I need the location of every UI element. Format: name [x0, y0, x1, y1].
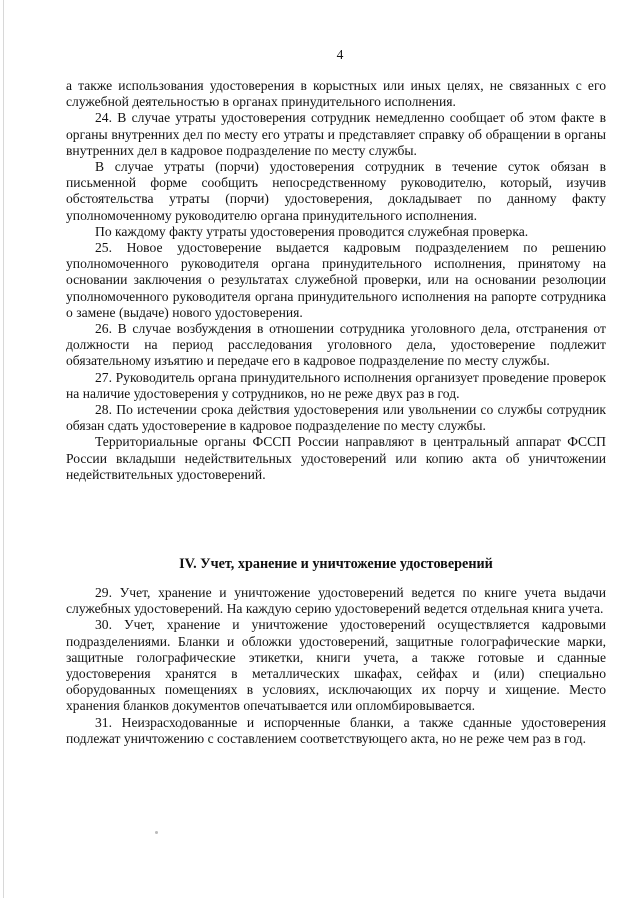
body-text-after [66, 585, 606, 747]
scan-speck [155, 831, 158, 834]
paragraph-30: 30. Учет, хранение и уничтожение удостоверений осуществляется кадровыми подразделениями. Бланки и обложки удостоверений, защитные голографические марки, защитные голографические этикетки, книги учета, а также готовые и сданные удостоверения хранятся в металлических шкафах, сейфах и (или) специально оборудованных помещениях в условиях, исключающих их порчу и хищение. Место хранения бланков документов опечатывается или опломбировывается. [66, 617, 606, 714]
paragraph-27: 27. Руководитель органа принудительного исполнения организует проведение проверок на наличие удостоверения у сотрудников, но не реже двух раз в год. [66, 369, 606, 401]
paragraph-24-loss-notice: В случае утраты (порчи) удостоверения сотрудник в течение суток обязан в письменной форме сообщить непосредственному руководителю, который, изучив обстоятельства утраты (порчи) удостоверения, докладывает по данному факту уполномоченному руководителю органа принудительного исполнения. [66, 159, 606, 223]
section-heading: IV. Учет, хранение и уничтожение удостоверений [179, 556, 493, 572]
paragraph-continuation: а также использования удостоверения в корыстных или иных целях, не связанных с его служебной деятельностью в органах принудительного исполнения. [66, 78, 606, 110]
paragraph-29: 29. Учет, хранение и уничтожение удостоверений ведется по книге учета выдачи служебных удостоверений. На каждую серию удостоверений ведется отдельная книга учета. [66, 585, 606, 617]
paragraph-25: 25. Новое удостоверение выдается кадровым подразделением по решению уполномоченного руководителя органа принудительного исполнения, принятому на основании заключения о результатах служебной проверки, или на основании резолюции уполномоченного руководителя органа принудительного исполнения на рапорте сотрудника о замене (выдаче) нового удостоверения. [66, 240, 606, 320]
paragraph-26: 26. В случае возбуждения в отношении сотрудника уголовного дела, отстранения от должности на период расследования уголовного дела, удостоверение подлежит обязательному изъятию и передаче его в кадровое подразделение по месту службы. [66, 321, 606, 369]
paragraph-24-inspection: По каждому факту утраты удостоверения проводится служебная проверка. [95, 223, 529, 239]
paragraph-31: 31. Неизрасходованные и испорченные бланки, а также сданные удостоверения подлежат уничтожению с составлением соответствующего акта, но не реже чем раз в год. [66, 714, 606, 746]
paragraph-28: 28. По истечении срока действия удостоверения или увольнении со службы сотрудник обязан сдать удостоверение в кадровое подразделение по месту службы. [66, 402, 606, 434]
paragraph-24: 24. В случае утраты удостоверения сотрудник немедленно сообщает об этом факте в органы внутренних дел по месту его утраты и представляет справку об обращении в органы внутренних дел в кадровое подразделение по месту службы. [66, 110, 606, 158]
scan-edge [3, 0, 4, 898]
page-number: 4 [336, 47, 344, 62]
body-text-before [66, 78, 606, 483]
paragraph-28-territorial: Территориальные органы ФССП России направляют в центральный аппарат ФССП России вкладыши недействительных удостоверений или копию акта об уничтожении недействительных удостоверений. [66, 434, 606, 482]
